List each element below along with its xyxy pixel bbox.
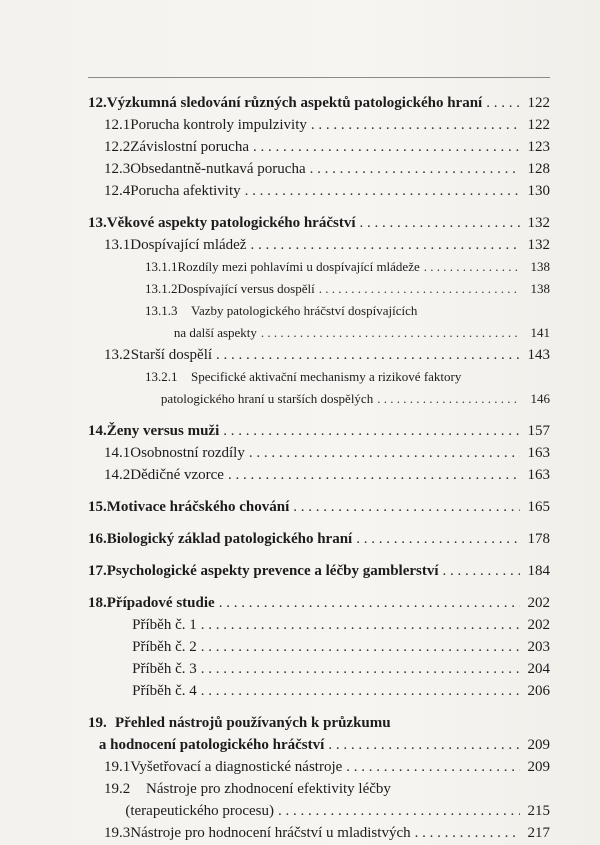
entry-title: Příběh č. 4 [132,683,197,699]
subsection-entry-line [88,278,550,300]
dot-leader [253,136,520,158]
chapter-gap [88,486,550,496]
dot-leader [319,278,520,300]
page-number: 215 [527,803,550,819]
table-of-contents [88,92,550,844]
entry-title: Rozdíly mezi pohlavími u dospívající mládeže [177,259,420,274]
dot-leader [201,614,520,636]
section-entry-line [88,180,550,202]
entry-title: Výzkumná sledování různých aspektů patologického hraní [106,95,483,111]
entry-number: 13.1.1 [145,259,178,274]
section-entry-line [88,822,550,844]
chapter-entry-line [88,528,550,550]
entry-title: Přehled nástrojů používaných k průzkumu [115,715,391,731]
page-number: 178 [527,531,550,547]
entry-number: 17. [88,563,107,579]
page-number: 202 [527,595,550,611]
chapter-entry-line [88,92,550,114]
chapter-entry-line [88,420,550,442]
entry-number: 12.3 [104,161,131,177]
page-number: 143 [527,347,550,363]
entry-title-continued: a hodnocení patologického hráčství [98,737,325,753]
entry-number: 14.1 [104,445,131,461]
page-number: 141 [530,325,550,340]
chapter-gap [88,550,550,560]
page-number: 123 [527,139,550,155]
entry-title: Vyšetřovací a diagnostické nástroje [130,759,343,775]
page-number: 122 [527,117,550,133]
entry-title: Dospívající mládež [130,237,247,253]
section-entry-line [88,114,550,136]
entry-title: Případové studie [106,595,215,611]
page-number: 184 [527,563,550,579]
entry-title: Dospívající versus dospělí [177,281,315,296]
entry-title-continued: (terapeutického procesu) [125,803,275,819]
section-entry-line [88,756,550,778]
dot-leader [219,592,520,614]
page-number: 163 [527,445,550,461]
entry-title: Motivace hráčského chování [106,499,290,515]
chapter-gap [88,202,550,212]
subsection-entry-line [88,388,550,410]
dot-leader [486,92,520,114]
dot-leader [201,636,520,658]
section-entry-line [88,800,550,822]
dot-leader [377,388,520,410]
page-number: 132 [527,215,550,231]
dot-leader [278,800,520,822]
page-number: 138 [530,281,550,296]
page-number: 163 [527,467,550,483]
entry-title: Příběh č. 3 [132,661,197,677]
page-number: 209 [527,759,550,775]
page-number: 204 [527,661,550,677]
entry-title: Obsedantně-nutkavá porucha [130,161,306,177]
page-number: 122 [527,95,550,111]
entry-number: 13.1.2 [145,281,178,296]
entry-number: 14.2 [104,467,131,483]
entry-number: 13.1.3 [145,303,178,318]
page-number: 132 [527,237,550,253]
dot-leader [228,464,520,486]
entry-title: Věkové aspekty patologického hráčství [106,215,356,231]
dot-leader [310,158,520,180]
entry-number: 15. [88,499,107,515]
dot-leader [216,344,520,366]
entry-title: Příběh č. 2 [132,639,197,655]
chapter-gap [88,582,550,592]
dot-leader [250,234,520,256]
entry-title: Biologický základ patologického hraní [106,531,353,547]
entry-title: Psychologické aspekty prevence a léčby gamblerství [106,563,439,579]
section-entry-line [88,136,550,158]
page-number: 128 [527,161,550,177]
subsection-entry-line [88,256,550,278]
section-entry-line [88,158,550,180]
entry-number: 13.2 [104,347,131,363]
page-number: 203 [527,639,550,655]
entry-number: 12.4 [104,183,131,199]
chapter-entry-line [88,496,550,518]
entry-number: 19.2 [104,781,131,797]
entry-number: 18. [88,595,107,611]
page-number: 146 [530,391,550,406]
header-rule [88,77,550,78]
section-entry-line [88,680,550,702]
entry-number: 13. [88,215,107,231]
entry-title: Specifické aktivační mechanismy a rizikové faktory [191,369,462,384]
dot-leader [356,528,520,550]
entry-number: 12.1 [104,117,131,133]
entry-title: Dědičné vzorce [130,467,224,483]
entry-number: 16. [88,531,107,547]
page-number: 202 [527,617,550,633]
chapter-entry-line [88,592,550,614]
dot-leader [328,734,520,756]
dot-leader [223,420,520,442]
entry-number: 19.1 [104,759,131,775]
page-number: 206 [527,683,550,699]
entry-title: Nástroje pro hodnocení hráčství u mladistvých [130,825,411,841]
dot-leader [201,658,520,680]
section-entry-line [88,778,550,800]
page-number: 138 [530,259,550,274]
dot-leader [415,822,520,844]
dot-leader [346,756,520,778]
dot-leader [424,256,520,278]
dot-leader [249,442,520,464]
dot-leader [311,114,520,136]
entry-title-continued: na další aspekty [173,325,257,340]
page-number: 217 [527,825,550,841]
dot-leader [443,560,520,582]
page-number: 209 [527,737,550,753]
chapter-gap [88,410,550,420]
chapter-entry-line [88,712,550,734]
dot-leader [245,180,520,202]
entry-title: Závislostní porucha [130,139,249,155]
entry-title: Vazby patologického hráčství dospívajících [191,303,418,318]
page-number: 165 [527,499,550,515]
dot-leader [360,212,521,234]
entry-title: Ženy versus muži [106,423,220,439]
entry-title: Starší dospělí [130,347,213,363]
chapter-entry-line [88,212,550,234]
subsection-entry-line [88,322,550,344]
section-entry-line [88,614,550,636]
section-entry-line [88,636,550,658]
entry-number: 12. [88,95,107,111]
entry-number: 13.2.1 [145,369,178,384]
dot-leader [261,322,520,344]
page-number: 157 [527,423,550,439]
entry-title: Nástroje pro zhodnocení efektivity léčby [146,781,391,797]
chapter-entry-line [88,560,550,582]
entry-title: Porucha kontroly impulzivity [130,117,307,133]
section-entry-line [88,658,550,680]
section-entry-line [88,234,550,256]
entry-title: Příběh č. 1 [132,617,197,633]
entry-title-continued: patologického hraní u starších dospělých [160,391,374,406]
section-entry-line [88,464,550,486]
entry-title: Osobnostní rozdíly [130,445,245,461]
entry-number: 14. [88,423,107,439]
subsection-entry-line [88,366,550,388]
chapter-gap [88,518,550,528]
chapter-entry-line [88,734,550,756]
dot-leader [201,680,520,702]
dot-leader [293,496,520,518]
section-entry-line [88,344,550,366]
section-entry-line [88,442,550,464]
entry-number: 13.1 [104,237,131,253]
chapter-gap [88,702,550,712]
entry-number: 19.3 [104,825,131,841]
page-number: 130 [527,183,550,199]
subsection-entry-line [88,300,550,322]
entry-number: 19. [88,715,107,731]
entry-number: 12.2 [104,139,131,155]
entry-title: Porucha afektivity [130,183,241,199]
